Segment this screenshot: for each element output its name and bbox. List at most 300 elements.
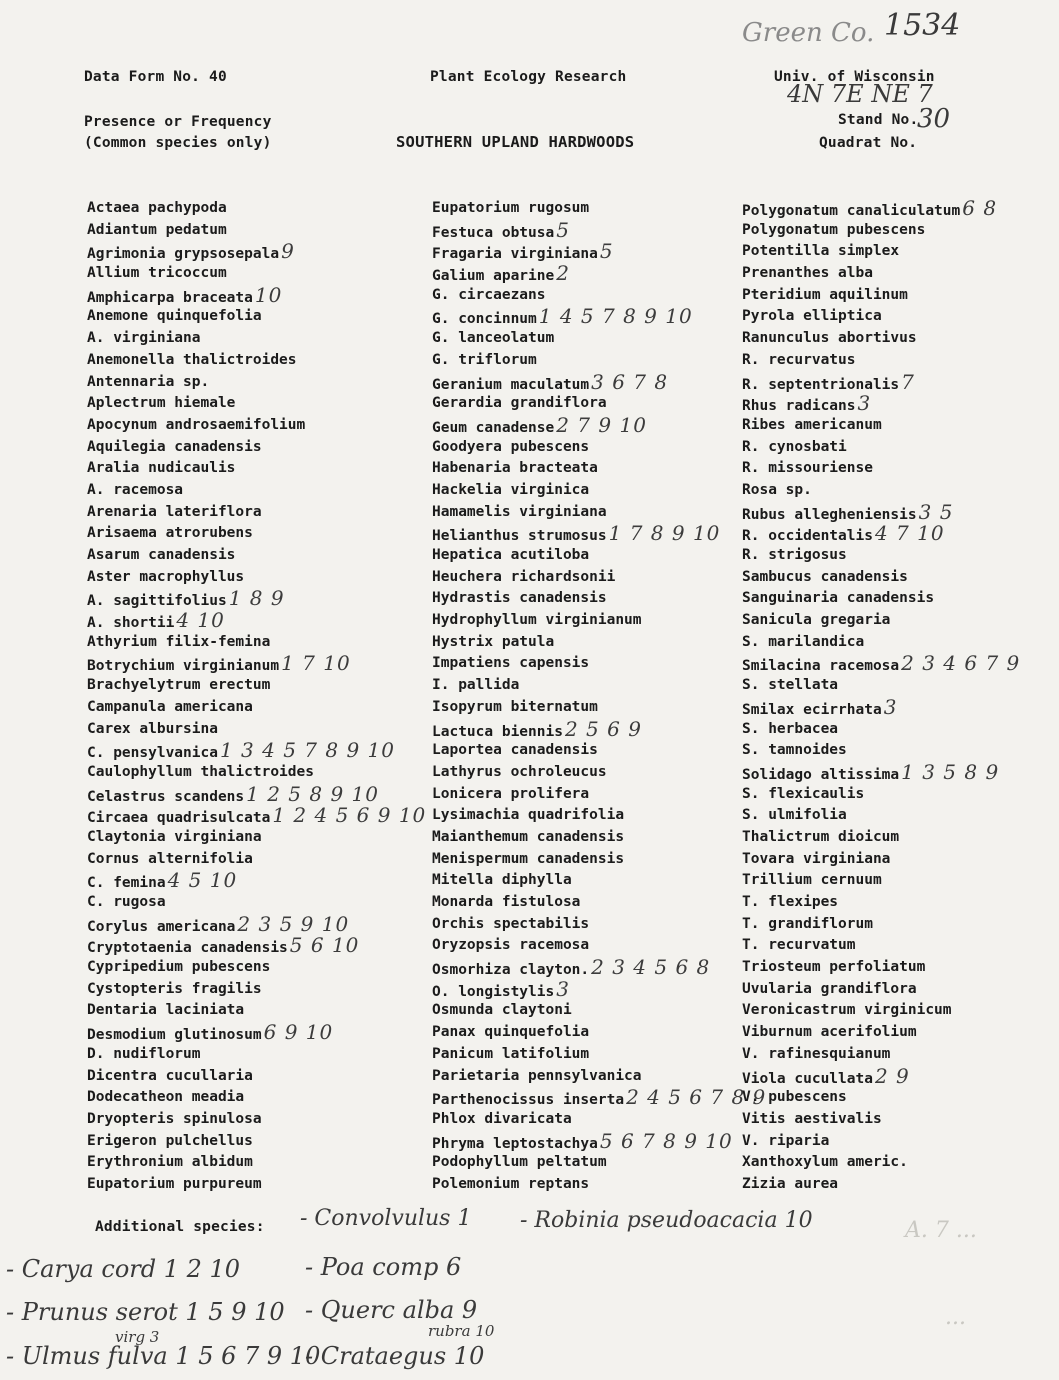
species-name: Antennaria sp. xyxy=(87,373,210,390)
species-row xyxy=(432,892,766,914)
species-row xyxy=(742,1109,1020,1131)
university: Univ. of Wisconsin xyxy=(774,69,935,85)
handwritten-frequency: 3 xyxy=(857,391,872,416)
species-row xyxy=(742,827,1020,849)
species-name: Adiantum pedatum xyxy=(87,221,227,238)
species-row xyxy=(742,632,1020,654)
species-row xyxy=(87,1022,426,1044)
species-name: Cryptotaenia canadensis xyxy=(87,940,288,957)
species-name: Maianthemum canadensis xyxy=(432,828,625,845)
species-row xyxy=(742,805,1020,827)
species-name: Tovara virginiana xyxy=(742,850,891,867)
species-row xyxy=(742,870,1020,892)
species-name: Festuca obtusa xyxy=(432,224,555,241)
species-row xyxy=(87,306,426,328)
species-name: Zizia aurea xyxy=(742,1175,839,1192)
additional-entry: rubra 10 xyxy=(428,1322,495,1340)
species-row xyxy=(742,545,1020,567)
species-row xyxy=(432,653,766,675)
species-name: Claytonia virginiana xyxy=(87,828,262,845)
species-name: Rhus radicans xyxy=(742,398,856,415)
species-row xyxy=(87,1174,426,1196)
species-name: Laportea canadensis xyxy=(432,742,598,759)
species-name: S. stellata xyxy=(742,677,839,694)
species-name: Lactuca biennis xyxy=(432,723,563,740)
handwritten-frequency: 1 7 8 9 10 xyxy=(608,521,721,546)
species-name: Arenaria lateriflora xyxy=(87,503,262,520)
handwritten-frequency: 1 2 4 5 6 9 10 xyxy=(272,803,427,828)
handwritten-frequency: 2 7 9 10 xyxy=(556,412,647,437)
species-name: Osmunda claytoni xyxy=(432,1002,572,1019)
species-row xyxy=(432,437,766,459)
species-row xyxy=(432,263,766,285)
handwritten-county: Green Co. xyxy=(742,18,875,48)
species-name: R. occidentalis xyxy=(742,528,873,545)
species-name: Ribes americanum xyxy=(742,416,882,433)
species-name: Menispermum canadensis xyxy=(432,850,625,867)
handwritten-frequency: 2 5 6 9 xyxy=(564,716,642,741)
species-row xyxy=(742,1152,1020,1174)
species-name: Hepatica acutiloba xyxy=(432,547,590,563)
species-name: Erythronium albidum xyxy=(87,1154,253,1171)
species-column-3 xyxy=(742,198,1020,1196)
species-row xyxy=(742,588,1020,610)
species-name: Brachyelytrum erectum xyxy=(87,677,271,694)
species-row xyxy=(432,976,766,1001)
species-name: Fragaria virginiana xyxy=(432,246,598,263)
species-row xyxy=(742,1131,1020,1153)
species-row xyxy=(432,412,766,437)
species-name: Panicum latifolium xyxy=(432,1045,590,1062)
species-name: Monarda fistulosa xyxy=(432,894,581,910)
species-row xyxy=(432,784,766,806)
species-name: Smilax ecirrhata xyxy=(742,701,882,718)
handwritten-frequency: 1 4 5 7 8 9 10 xyxy=(538,304,693,329)
species-row xyxy=(742,784,1020,806)
species-name: Cornus alternifolia xyxy=(87,850,253,867)
handwritten-frequency: 4 5 10 xyxy=(167,868,238,893)
species-name: Hackelia virginica xyxy=(432,481,590,498)
species-row xyxy=(742,241,1020,263)
species-name: Aster macrophyllus xyxy=(87,568,245,585)
species-row xyxy=(432,217,766,242)
species-row xyxy=(87,415,426,437)
species-name: Mitella diphylla xyxy=(432,872,572,889)
species-row xyxy=(87,632,426,654)
species-name: A. virginiana xyxy=(87,330,201,347)
species-row xyxy=(87,1044,426,1066)
species-row xyxy=(432,716,766,741)
species-row xyxy=(742,415,1020,437)
species-name: Actaea pachypoda xyxy=(87,200,227,216)
species-row xyxy=(742,306,1020,328)
species-row xyxy=(432,1022,766,1044)
species-row xyxy=(432,1066,766,1088)
species-row xyxy=(742,523,1020,545)
species-name: A. sagittifolius xyxy=(87,593,227,610)
handwritten-frequency: 7 xyxy=(901,369,915,394)
species-row xyxy=(432,241,766,263)
species-row xyxy=(742,979,1020,1001)
species-row xyxy=(432,369,766,394)
species-name: Cypripedium pubescens xyxy=(87,959,271,976)
additional-entry: - Querc alba 9 xyxy=(305,1296,478,1324)
species-row xyxy=(87,1087,426,1109)
species-name: Prenanthes alba xyxy=(742,265,873,282)
species-name: Lathyrus ochroleucus xyxy=(432,763,607,780)
species-row xyxy=(742,1063,1020,1088)
species-name: S. herbacea xyxy=(742,720,839,737)
species-row xyxy=(742,1000,1020,1022)
species-name: Isopyrum biternatum xyxy=(432,698,598,715)
species-row xyxy=(432,306,766,328)
handwritten-location: 4N 7E NE 7 xyxy=(787,80,933,108)
species-name: Dryopteris spinulosa xyxy=(87,1110,262,1127)
species-row xyxy=(742,350,1020,372)
additional-entry: - Ulmus fulva 1 5 6 7 9 10 xyxy=(6,1342,321,1370)
handwritten-frequency: 5 xyxy=(599,239,614,264)
species-row xyxy=(432,805,766,827)
species-name: Goodyera pubescens xyxy=(432,438,590,455)
species-name: Cystopteris fragilis xyxy=(87,980,262,997)
species-name: Campanula americana xyxy=(87,698,253,715)
species-row xyxy=(432,1109,766,1131)
handwritten-stand: 30 xyxy=(917,104,951,134)
species-name: C. femina xyxy=(87,875,166,892)
species-name: Podophyllum peltatum xyxy=(432,1154,607,1171)
species-row xyxy=(432,914,766,936)
species-row xyxy=(87,523,426,545)
species-row xyxy=(87,1000,426,1022)
species-row xyxy=(87,350,426,372)
species-row xyxy=(87,567,426,589)
species-name: Arisaema atrorubens xyxy=(87,525,253,542)
species-name: V. rafinesquianum xyxy=(742,1045,891,1062)
species-name: Pyrola elliptica xyxy=(742,308,882,325)
species-name: Galium aparine xyxy=(432,268,555,285)
species-row xyxy=(87,458,426,480)
species-name: V. riparia xyxy=(742,1132,830,1149)
species-name: Trillium cernuum xyxy=(742,872,882,889)
species-name: R. septentrionalis xyxy=(742,376,900,393)
species-name: Xanthoxylum americ. xyxy=(742,1154,908,1171)
species-name: Anemonella thalictroides xyxy=(87,351,297,368)
species-row xyxy=(87,781,426,806)
species-row xyxy=(87,719,426,741)
species-name: Apocynum androsaemifolium xyxy=(87,416,306,433)
species-row xyxy=(432,393,766,415)
species-row xyxy=(87,911,426,936)
species-row xyxy=(742,220,1020,242)
additional-entry: - Prunus serot 1 5 9 10 xyxy=(6,1298,285,1326)
species-row xyxy=(742,914,1020,936)
species-row xyxy=(742,1174,1020,1196)
species-row xyxy=(87,740,426,762)
species-row xyxy=(432,545,766,567)
species-name: Lonicera prolifera xyxy=(432,785,590,802)
species-name: Dicentra cucullaria xyxy=(87,1067,253,1084)
handwritten-frequency: 4 7 10 xyxy=(874,521,945,546)
species-row xyxy=(432,827,766,849)
form-number: Data Form No. 40 xyxy=(84,69,227,85)
species-row xyxy=(432,523,766,545)
species-name: Dentaria laciniata xyxy=(87,1002,245,1019)
species-name: C. rugosa xyxy=(87,894,166,910)
species-row xyxy=(87,979,426,1001)
species-row xyxy=(432,849,766,871)
species-row xyxy=(87,328,426,350)
species-row xyxy=(432,1152,766,1174)
handwritten-frequency: 9 xyxy=(281,239,295,264)
species-row xyxy=(87,653,426,675)
species-name: Lysimachia quadrifolia xyxy=(432,807,625,824)
species-name: Rubus allegheniensis xyxy=(742,506,917,523)
species-row xyxy=(432,502,766,524)
species-row xyxy=(742,759,1020,784)
species-row xyxy=(432,328,766,350)
species-row xyxy=(87,282,426,307)
species-name: R. cynosbati xyxy=(742,438,847,455)
species-row xyxy=(87,545,426,567)
species-name: Polemonium reptans xyxy=(432,1175,590,1192)
species-row xyxy=(742,1087,1020,1109)
handwritten-frequency: 2 4 5 6 7 8 9 xyxy=(626,1085,767,1110)
species-row xyxy=(742,480,1020,502)
species-name: Potentilla simplex xyxy=(742,243,900,260)
species-row xyxy=(432,1044,766,1066)
additional-entry: - Robinia pseudoacacia 10 xyxy=(520,1208,813,1233)
species-name: Eupatorium purpureum xyxy=(87,1175,262,1192)
handwritten-frequency: 2 3 4 6 7 9 xyxy=(901,651,1021,676)
species-row xyxy=(432,675,766,697)
species-name: Hystrix patula xyxy=(432,633,555,650)
species-row xyxy=(87,870,426,892)
species-name: Phlox divaricata xyxy=(432,1110,572,1127)
species-row xyxy=(742,1044,1020,1066)
species-row xyxy=(742,892,1020,914)
species-name: Habenaria bracteata xyxy=(432,460,598,477)
species-row xyxy=(432,632,766,654)
species-row xyxy=(87,827,426,849)
species-name: Asarum canadensis xyxy=(87,547,236,563)
additional-entry: - Carya cord 1 2 10 xyxy=(6,1255,241,1283)
handwritten-frequency: 4 10 xyxy=(176,608,225,633)
species-name: G. lanceolatum xyxy=(432,330,555,347)
additional-entry: - Crataegus 10 xyxy=(305,1342,485,1370)
species-name: Oryzopsis racemosa xyxy=(432,937,590,954)
species-name: Viola cucullata xyxy=(742,1070,873,1087)
species-row xyxy=(432,567,766,589)
species-row xyxy=(87,1131,426,1153)
species-name: T. grandiflorum xyxy=(742,915,873,932)
species-name: G. concinnum xyxy=(432,311,537,328)
species-row xyxy=(432,285,766,307)
species-row xyxy=(87,372,426,394)
species-name: D. nudiflorum xyxy=(87,1045,201,1062)
species-name: Helianthus strumosus xyxy=(432,528,607,545)
species-row xyxy=(87,675,426,697)
species-name: Viburnum acerifolium xyxy=(742,1024,917,1041)
species-name: Hydrophyllum virginianum xyxy=(432,612,642,629)
species-name: Polygonatum pubescens xyxy=(742,221,926,238)
handwritten-frequency: 1 7 10 xyxy=(281,651,351,676)
handwritten-frequency: 2 9 xyxy=(874,1063,910,1088)
species-name: C. pensylvanica xyxy=(87,745,218,762)
handwritten-frequency: 2 3 4 5 6 8 xyxy=(591,955,711,980)
species-name: Uvularia grandiflora xyxy=(742,980,917,997)
species-name: Veronicastrum virginicum xyxy=(742,1002,952,1019)
species-name: Circaea quadrisulcata xyxy=(87,810,271,827)
species-row xyxy=(87,241,426,263)
handwritten-frequency: 1 8 9 xyxy=(228,586,285,611)
species-name: Corylus americana xyxy=(87,918,236,935)
species-name: G. circaezans xyxy=(432,286,546,303)
species-row xyxy=(742,719,1020,741)
species-row xyxy=(87,849,426,871)
handwritten-frequency: 5 xyxy=(556,217,570,242)
species-name: Gerardia grandiflora xyxy=(432,395,607,412)
organization: Plant Ecology Research xyxy=(430,69,627,85)
species-name: Orchis spectabilis xyxy=(432,915,590,932)
page-title: SOUTHERN UPLAND HARDWOODS xyxy=(396,133,635,151)
species-row xyxy=(742,935,1020,957)
species-row xyxy=(742,1022,1020,1044)
species-name: Erigeron pulchellus xyxy=(87,1132,253,1149)
species-name: Parietaria pennsylvanica xyxy=(432,1067,642,1084)
species-name: O. longistylis xyxy=(432,983,555,1000)
species-row xyxy=(432,458,766,480)
species-row xyxy=(432,957,766,979)
species-name: A. racemosa xyxy=(87,481,184,498)
species-name: T. flexipes xyxy=(742,894,839,910)
presence-label: Presence or Frequency xyxy=(84,114,272,130)
species-name: Caulophyllum thalictroides xyxy=(87,763,314,780)
species-name: A. shortii xyxy=(87,615,175,632)
species-row xyxy=(87,1152,426,1174)
species-name: S. flexicaulis xyxy=(742,785,865,802)
handwritten-frequency: 3 6 7 8 xyxy=(591,369,669,394)
species-row xyxy=(87,805,426,827)
species-row xyxy=(742,393,1020,415)
species-row xyxy=(432,588,766,610)
species-row xyxy=(87,393,426,415)
stand-label: Stand No. xyxy=(838,112,919,128)
handwritten-frequency: 1 2 5 8 9 10 xyxy=(246,781,379,806)
species-row xyxy=(87,935,426,957)
species-row xyxy=(432,198,766,220)
species-row xyxy=(742,263,1020,285)
species-row xyxy=(742,694,1020,719)
species-name: Panax quinquefolia xyxy=(432,1024,590,1041)
species-row xyxy=(742,675,1020,697)
species-row xyxy=(432,740,766,762)
species-name: Triosteum perfoliatum xyxy=(742,959,926,976)
species-name: Thalictrum dioicum xyxy=(742,828,900,845)
species-name: T. recurvatum xyxy=(742,937,856,954)
species-row xyxy=(432,1000,766,1022)
handwritten-frequency: 6 8 xyxy=(962,196,998,220)
species-name: R. recurvatus xyxy=(742,351,856,368)
species-row xyxy=(742,437,1020,459)
faded-mark: ... xyxy=(945,1305,966,1330)
species-name: Sanicula gregaria xyxy=(742,612,891,629)
handwritten-frequency: 10 xyxy=(254,282,283,307)
species-row xyxy=(432,870,766,892)
species-row xyxy=(87,198,426,220)
species-name: G. triflorum xyxy=(432,351,537,368)
species-name: Aralia nudicaulis xyxy=(87,460,236,477)
species-row xyxy=(742,198,1020,220)
species-row xyxy=(742,567,1020,589)
species-row xyxy=(742,499,1020,524)
faded-mark: A. 7 ... xyxy=(905,1218,977,1243)
species-name: Solidago altissima xyxy=(742,766,900,783)
species-name: Amphicarpa braceata xyxy=(87,289,253,306)
species-row xyxy=(87,892,426,914)
species-row xyxy=(432,350,766,372)
species-column-2 xyxy=(432,198,766,1196)
species-name: S. ulmifolia xyxy=(742,807,847,824)
species-name: Desmodium glutinosum xyxy=(87,1027,262,1044)
species-row xyxy=(742,285,1020,307)
handwritten-frequency: 3 xyxy=(883,694,898,719)
species-row xyxy=(87,263,426,285)
species-row xyxy=(87,762,426,784)
species-name: Vitis aestivalis xyxy=(742,1110,882,1127)
species-row xyxy=(432,697,766,719)
species-name: Celastrus scandens xyxy=(87,788,245,805)
additional-entry: - Poa comp 6 xyxy=(305,1253,462,1281)
species-row xyxy=(87,480,426,502)
species-name: Dodecatheon meadia xyxy=(87,1089,245,1106)
species-name: I. pallida xyxy=(432,677,520,694)
additional-species-label: Additional species: xyxy=(95,1219,265,1235)
species-name: Phryma leptostachya xyxy=(432,1135,598,1152)
species-row xyxy=(432,1087,766,1109)
common-species-label: (Common species only) xyxy=(84,135,272,151)
species-name: Ranunculus abortivus xyxy=(742,330,917,347)
handwritten-frequency: 6 9 10 xyxy=(263,1020,334,1045)
handwritten-frequency: 3 xyxy=(556,976,570,1001)
species-name: Botrychium virginianum xyxy=(87,658,280,675)
species-name: Agrimonia grypsosepala xyxy=(87,246,280,263)
species-name: V. pubescens xyxy=(742,1089,847,1106)
species-row xyxy=(87,437,426,459)
species-name: Polygonatum canaliculatum xyxy=(742,203,961,219)
species-row xyxy=(432,1128,766,1153)
species-name: Rosa sp. xyxy=(742,481,812,498)
species-name: Geum canadense xyxy=(432,419,555,436)
additional-entry: - Convolvulus 1 xyxy=(300,1206,472,1231)
species-row xyxy=(87,697,426,719)
species-row xyxy=(432,1174,766,1196)
species-name: Sanguinaria canadensis xyxy=(742,590,935,607)
species-name: Hydrastis canadensis xyxy=(432,590,607,607)
species-name: S. marilandica xyxy=(742,633,865,650)
species-row xyxy=(87,220,426,242)
handwritten-frequency: 2 xyxy=(556,261,570,286)
handwritten-number: 1534 xyxy=(884,8,961,43)
species-row xyxy=(432,762,766,784)
species-name: Impatiens capensis xyxy=(432,655,590,672)
species-row xyxy=(742,740,1020,762)
handwritten-frequency: 2 3 5 9 10 xyxy=(237,911,350,936)
handwritten-frequency: 5 6 10 xyxy=(289,933,360,958)
species-name: Carex albursina xyxy=(87,720,218,737)
species-name: Pteridium aquilinum xyxy=(742,286,908,303)
species-name: Aplectrum hiemale xyxy=(87,395,236,412)
species-row xyxy=(742,369,1020,394)
